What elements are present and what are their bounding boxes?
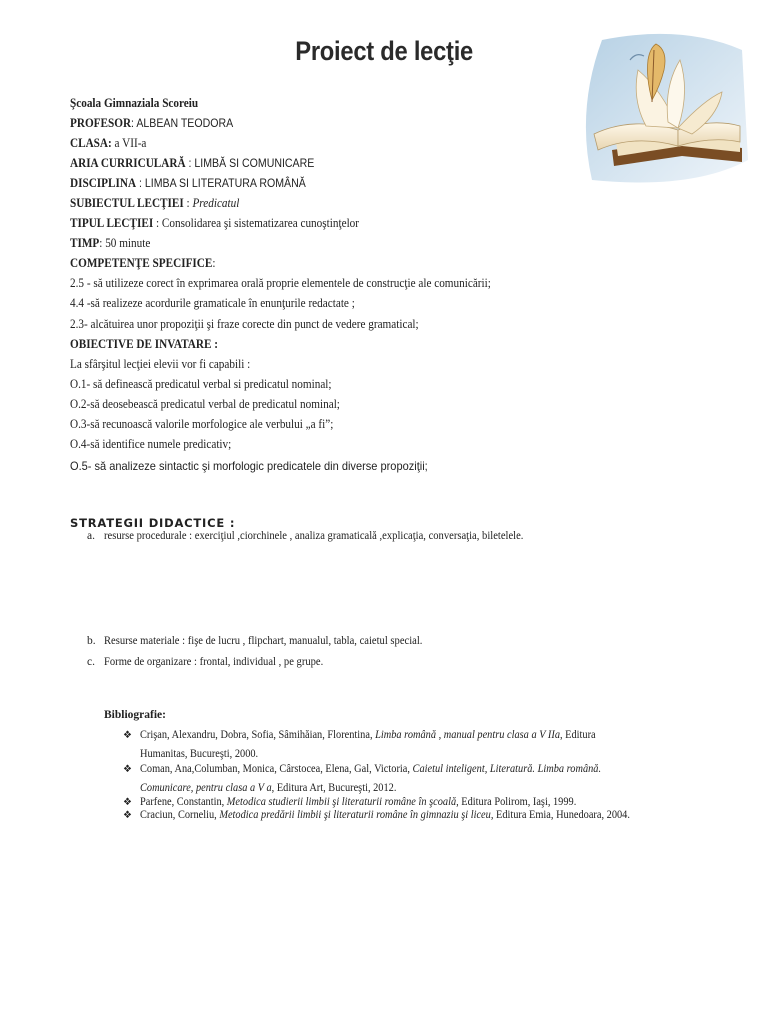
diamond-bullet-icon: ❖ [123,810,132,821]
strategy-item: Forme de organizare : frontal, individual , pe grupe. [104,656,324,668]
discipline-line [70,176,306,191]
bibliography-entry [140,763,601,775]
curricular-area-value: : LIMBĂ SI COMUNICARE [185,158,315,170]
bib-title-italic: Metodica predării limbii şi literaturii române în gimnaziu şi liceu, [219,809,494,821]
lesson-type-line [70,216,359,231]
competence-item: 2.5 - să utilizeze corect în exprimarea orală proprie elementele de construcţie ale comunicării; [70,276,491,290]
objective-item: O.5- să analizeze sintactic şi morfologic predicatele din diverse propoziţii; [70,459,428,473]
bib-author: Crişan, Alexandru, Dobra, Sofia, Sâmihăian, Florentina, [140,729,376,741]
bib-title-italic: Comunicare, pentru clasa a V a [140,782,272,794]
discipline-label: DISCIPLINA [70,176,137,190]
curricular-area-label: ARIA CURRICULARĂ [70,156,186,170]
bib-publisher: , Editura [560,729,596,741]
lesson-type-value: : Consolidarea şi sistematizarea cunoştinţelor [153,216,360,230]
bibliography-entry [140,729,596,741]
page-title: Proiect de lecţie [295,36,473,66]
competence-item: 2.3- alcătuirea unor propoziţii şi fraze corecte din punct de vedere gramatical; [70,317,419,331]
lesson-subject-label: SUBIECTUL LECŢIEI [70,196,184,210]
class-label: CLASA: [70,136,112,150]
time-value: : 50 minute [99,236,151,250]
competences-heading-suffix: : [212,256,216,270]
objective-item: O.4-să identifice numele predicativ; [70,437,232,451]
bib-title-italic: Caietul inteligent, Literatură. Limba română. [412,763,602,775]
strategy-item: resurse procedurale : exerciţiul ,ciorchinele , analiza gramaticală ,explicaţia, conversaţia, biletelele. [104,530,524,542]
class-line [70,136,146,151]
objective-item: O.2-să deosebească predicatul verbal de predicatul nominal; [70,397,340,411]
bib-publisher: Editura Polirom, Iaşi, 1999. [458,796,577,808]
curricular-area-line [70,156,314,171]
bib-publisher: Editura Emia, Hunedoara, 2004. [493,809,630,821]
competences-heading-text: COMPETENŢE SPECIFICE [70,256,213,270]
lesson-type-label: TIPUL LECŢIEI [70,216,154,230]
bibliography-entry-continued [140,748,258,760]
bib-publisher: , Editura Art, Bucureşti, 2012. [271,782,397,794]
diamond-bullet-icon: ❖ [123,797,132,808]
objectives-intro: La sfârşitul lecţiei elevii vor fi capabili : [70,357,251,371]
teacher-line [70,116,233,131]
bib-title-italic: Limba română , manual pentru clasa a V IIa [375,729,561,741]
bibliography-entry [140,796,576,808]
strategy-item: Resurse materiale : fişe de lucru , flipchart, manualul, tabla, caietul special. [104,635,423,647]
bibliography-entry [140,809,630,821]
objective-item: O.1- să definească predicatul verbal si predicatul nominal; [70,377,332,391]
objective-item: O.3-să recunoască valorile morfologice ale verbului „a fi”; [70,417,334,431]
competences-heading [70,256,215,271]
objectives-heading: OBIECTIVE DE INVATARE : [70,337,218,351]
diamond-bullet-icon: ❖ [123,764,132,775]
lesson-subject-separator: : [183,196,193,210]
bib-publisher: Humanitas, Bucureşti, 2000. [140,748,259,760]
strategy-marker: a. [87,530,95,542]
strategy-marker: c. [87,656,95,668]
bib-author: Craciun, Corneliu, [140,809,220,821]
bib-title-italic: Metodica studierii limbii şi literaturii române în şcoală, [226,796,459,808]
teacher-label: PROFESOR [70,116,132,130]
discipline-value: : LIMBA SI LITERATURA ROMÂNĂ [136,178,306,190]
diamond-bullet-icon: ❖ [123,730,132,741]
time-line [70,236,150,251]
lesson-subject-line [70,196,239,211]
class-value: a VII-a [111,136,147,150]
bibliography-entry-continued [140,782,396,794]
strategy-marker: b. [87,635,96,647]
strategies-heading: STRATEGII DIDACTICE : [70,516,236,530]
teacher-value: : ALBEAN TEODORA [131,118,234,130]
bib-author: Parfene, Constantin, [140,796,227,808]
competence-item: 4.4 -să realizeze acordurile gramaticale în enunţurile redactate ; [70,296,355,310]
bibliography-heading: Bibliografie: [104,709,166,721]
time-label: TIMP [70,236,100,250]
bib-author: Coman, Ana,Columban, Monica, Cârstocea, Elena, Gal, Victoria, [140,763,413,775]
school-name: Şcoala Gimnaziala Scoreiu [70,96,199,110]
open-book-with-quill-illustration [572,30,750,190]
lesson-subject-value: Predicatul [192,196,240,210]
